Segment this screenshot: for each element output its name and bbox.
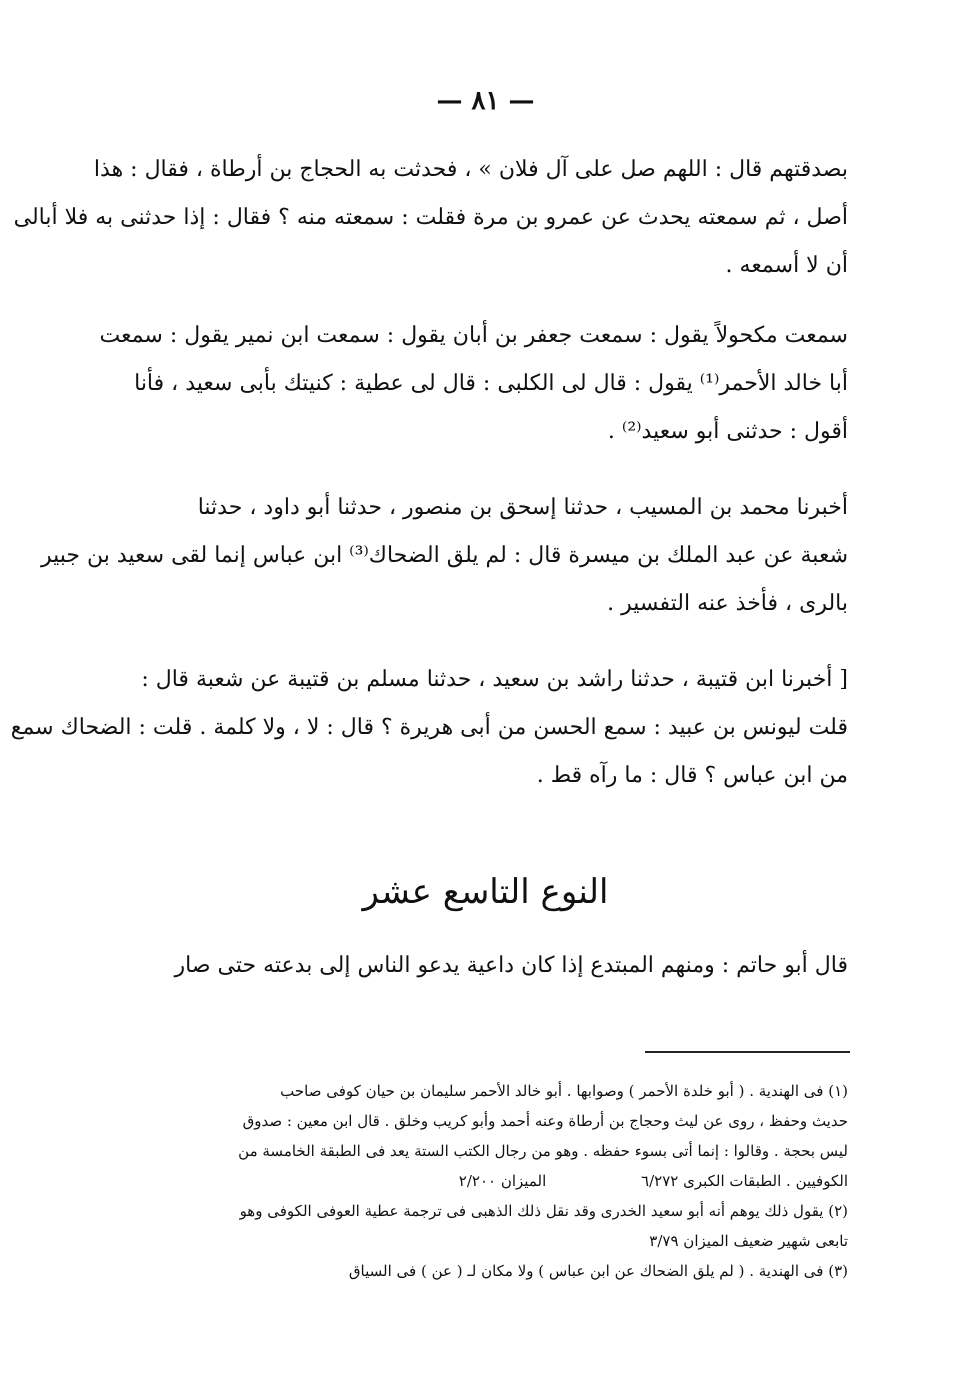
- footnote-divider: [645, 1051, 850, 1053]
- footnote-text: تابعى شهير ضعيف: [733, 1232, 848, 1250]
- text-line: قلت ليونس بن عبيد : سمع الحسن من أبى هريرة ؟ قال : لا ، ولا كلمة . قلت : الضحاك سمع: [10, 715, 848, 740]
- footnote-reference: الطبقات الكبرى ٦/٢٧٢: [641, 1172, 782, 1190]
- paragraph: [99, 312, 848, 456]
- footnote-line: [112, 1166, 848, 1196]
- footnote-line: [112, 1226, 848, 1256]
- page-number: — ٨١ —: [436, 86, 535, 116]
- text-line: قال أبو حاتم : ومنهم المبتدع إذا كان داعية يدعو الناس إلى بدعته حتى صار: [174, 953, 848, 978]
- footnotes: [112, 1076, 848, 1286]
- text-line: أصل ، ثم سمعته يحدث عن عمرو بن مرة فقلت : سمعته منه ؟ فقال : إذا حدثنى به فلا أبالى: [13, 205, 848, 230]
- text-line: أن لا أسمعه .: [725, 253, 848, 278]
- text-line: أخبرنا محمد بن المسيب ، حدثنا إسحق بن منصور ، حدثنا أبو داود ، حدثنا: [197, 495, 848, 520]
- text-line: أقول : حدثنى أبو سعيد⁽²⁾ .: [607, 419, 848, 444]
- footnote-line: (٣) فى الهندية . ( لم يلق الضحاك عن ابن عباس ) ولا مكان لـ ( عن ) فى السياق: [348, 1262, 848, 1280]
- paragraph: [10, 656, 848, 800]
- paragraph: [13, 146, 848, 290]
- text-line: [ أخبرنا ابن قتيبة ، حدثنا راشد بن سعيد ، حدثنا مسلم بن قتيبة عن شعبة قال :: [141, 667, 848, 692]
- text-line: من ابن عباس ؟ قال : ما رآه قط .: [536, 763, 848, 788]
- footnote-line: حديث وحفظ ، روى عن ليث وحجاج بن أرطاة وعنه أحمد وأبو كريب وخلق . قال ابن معين : صدوق: [242, 1112, 848, 1130]
- footnote-text: الكوفيين .: [786, 1172, 848, 1190]
- text-line: بصدقتهم قال : اللهم صل على آل فلان » ، فحدثت به الحجاج بن أرطاة ، فقال : هذا: [93, 157, 848, 182]
- text-line: سمعت مكحولاً يقول : سمعت جعفر بن أبان يقول : سمعت ابن نمير يقول : سمعت: [99, 323, 848, 348]
- paragraph: [40, 484, 848, 628]
- footnote-reference: الميزان ٣/٧٩: [649, 1232, 729, 1250]
- footnote-reference: الميزان ٢/٢٠٠: [458, 1172, 547, 1190]
- closing-paragraph: [112, 942, 848, 990]
- footnote-line: (١) فى الهندية . ( أبو خلدة الأحمر ) وصوابها . أبو خالد الأحمر سليمان بن حيان كوفى صاحب: [280, 1082, 848, 1100]
- text-line: شعبة عن عبد الملك بن ميسرة قال : لم يلق الضحاك⁽³⁾ ابن عباس إنما لقى سعيد بن جبير: [40, 543, 848, 568]
- text-line: أبا خالد الأحمر⁽¹⁾ يقول : قال لى الكلبى : قال لى عطية : كنيتك بأبى سعيد ، فأنا: [134, 371, 848, 396]
- section-heading: النوع التاسع عشر: [362, 872, 609, 912]
- footnote-line: (٢) يقول ذلك يوهم أنه أبو سعيد الخدرى وقد نقل ذلك الذهبى فى ترجمة عطية العوفى الكوفى وهو: [239, 1202, 848, 1220]
- text-line: بالرى ، فأخذ عنه التفسير .: [607, 591, 848, 616]
- footnote-line: ليس بحجة . وقالوا : إنما أتى بسوء حفظه . وهو من رجال الكتب الستة يعد فى الطبقة الخامسة من: [238, 1142, 848, 1160]
